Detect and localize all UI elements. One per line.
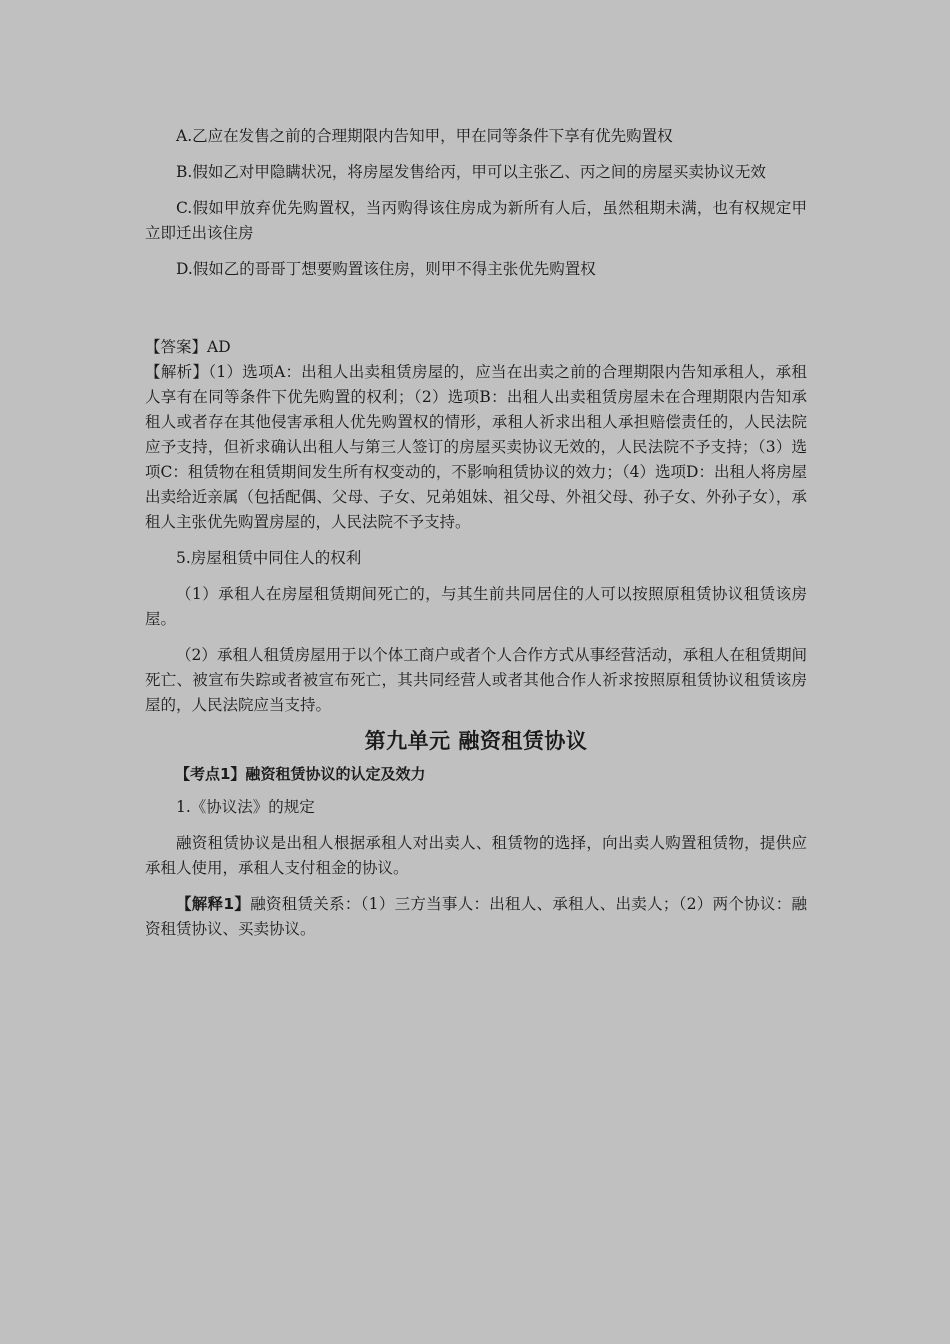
explanation-label: 【解释1】 [176,895,251,913]
option-a: A.乙应在发售之前的合理期限内告知甲，甲在同等条件下享有优先购置权 [176,127,673,145]
option-b: B.假如乙对甲隐瞒状况，将房屋发售给丙，甲可以主张乙、丙之间的房屋买卖协议无效 [176,163,766,181]
answer-line: 【答案】AD [145,338,231,356]
definition-paragraph: 融资租赁协议是出租人根据承租人对出卖人、租赁物的选择，向出卖人购置租赁物，提供应承租人使用，承租人支付租金的协议。 [145,834,807,877]
spacer [145,293,807,335]
section-5-item-2: （2）承租人租赁房屋用于以个体工商户或者个人合作方式从事经营活动，承租人在租赁期间死亡、被宣布失踪或者被宣布死亡，其共同经营人或者其他合作人祈求按照原租赁协议租赁该房屋的，人民法院应当支持。 [145,646,807,714]
option-c: C.假如甲放弃优先购置权，当丙购得该住房成为新所有人后，虽然租期未满，也有权规定甲立即迁出该住房 [145,199,807,242]
explanation-text: 融资租赁关系：（1）三方当事人：出租人、承租人、出卖人；（2）两个协议：融资租赁协议、买卖协议。 [145,895,807,938]
kaodian-heading: 【考点1】融资租赁协议的认定及效力 [175,765,426,783]
option-d: D.假如乙的哥哥丁想要购置该住房，则甲不得主张优先购置权 [176,260,596,278]
explanation-paragraph [145,892,807,942]
analysis-paragraph: 【解析】（1）选项A：出租人出卖租赁房屋的，应当在出卖之前的合理期限内告知承租人，承租人享有在同等条件下优先购置的权利；（2）选项B：出租人出卖租赁房屋未在合理期限内告知承租人或者存在其他侵害承租人优先购置权的情形，承租人祈求出租人承担赔偿责任的，人民法院应予支持，但祈求确认出租人与第三人签订的房屋买卖协议无效的，人民法院不予支持；（3）选项C：租赁物在租赁期间发生所有权变动的，不影响租赁协议的效力；（4）选项D：出租人将房屋出卖给近亲属（包括配偶、父母、子女、兄弟姐妹、祖父母、外祖父母、孙子女、外孙子女），承租人主张优先购置房屋的，人民法院不予支持。 [145,363,807,531]
unit-title: 第九单元 融资租赁协议 [364,729,588,753]
contract-law-item: 1.《协议法》的规定 [176,798,315,816]
page-content [145,124,807,953]
section-5-heading: 5.房屋租赁中同住人的权利 [176,549,362,567]
section-5-item-1: （1）承租人在房屋租赁期间死亡的，与其生前共同居住的人可以按照原租赁协议租赁该房屋。 [145,585,807,628]
